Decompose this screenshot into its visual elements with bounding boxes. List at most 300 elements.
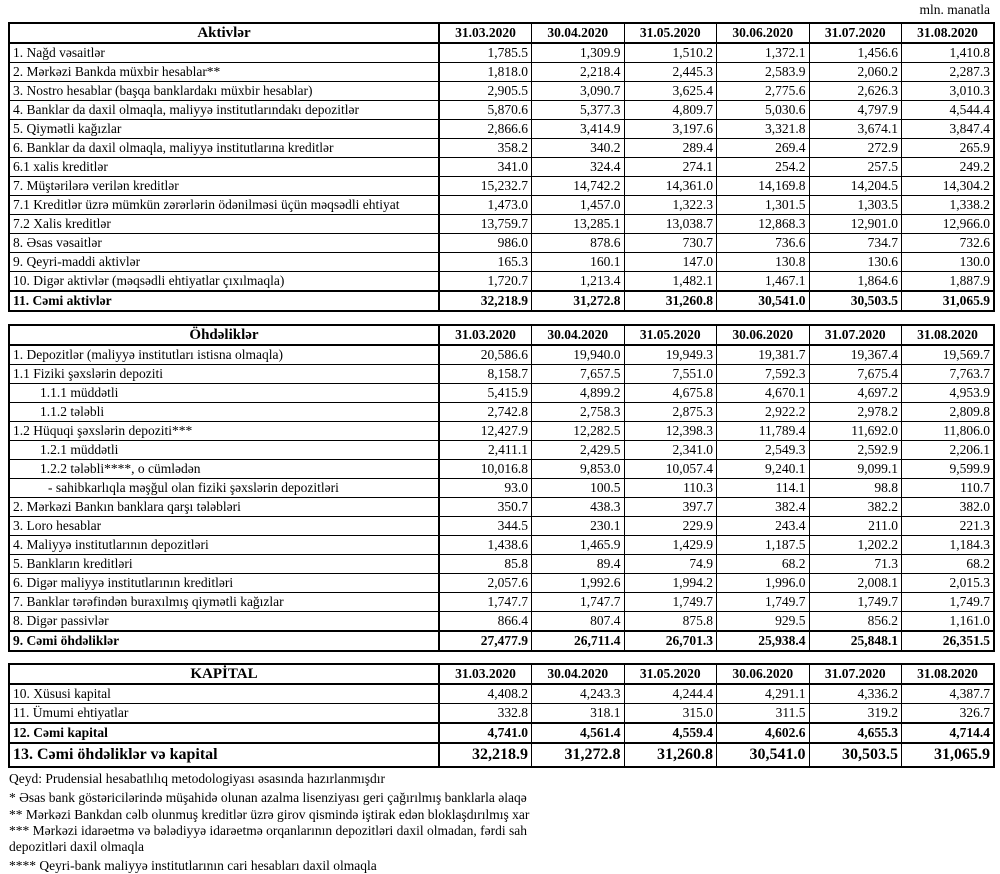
value-cell: 12,868.3: [717, 215, 810, 234]
value-cell: 31,260.8: [624, 291, 717, 311]
date-column-header: 30.04.2020: [532, 325, 625, 345]
row-label: 1.2.1 müddətli: [9, 441, 439, 460]
row-label: 11. Cəmi aktivlər: [9, 291, 439, 311]
table-row: [9, 345, 994, 365]
date-column-header: 31.08.2020: [902, 23, 995, 43]
date-column-header: 31.08.2020: [902, 325, 995, 345]
value-cell: 2,583.9: [717, 63, 810, 82]
value-cell: 243.4: [717, 517, 810, 536]
value-cell: 3,847.4: [902, 120, 995, 139]
value-cell: 8,158.7: [439, 365, 532, 384]
value-cell: 382.0: [902, 498, 995, 517]
value-cell: 2,626.3: [809, 82, 902, 101]
value-cell: 221.3: [902, 517, 995, 536]
value-cell: 130.6: [809, 253, 902, 272]
value-cell: 289.4: [624, 139, 717, 158]
table-row: [9, 215, 994, 234]
value-cell: 160.1: [532, 253, 625, 272]
value-cell: 1,749.7: [902, 593, 995, 612]
value-cell: 866.4: [439, 612, 532, 632]
value-cell: 1,429.9: [624, 536, 717, 555]
value-cell: 3,010.3: [902, 82, 995, 101]
table-row: [9, 743, 994, 767]
table-row: [9, 441, 994, 460]
value-cell: 1,482.1: [624, 272, 717, 292]
value-cell: 2,218.4: [532, 63, 625, 82]
value-cell: 2,057.6: [439, 574, 532, 593]
table-row: [9, 517, 994, 536]
value-cell: 878.6: [532, 234, 625, 253]
value-cell: 4,953.9: [902, 384, 995, 403]
value-cell: 26,351.5: [902, 631, 995, 651]
value-cell: 31,065.9: [902, 291, 995, 311]
date-column-header: 30.06.2020: [717, 23, 810, 43]
value-cell: 344.5: [439, 517, 532, 536]
table-row: [9, 158, 994, 177]
value-cell: 5,377.3: [532, 101, 625, 120]
row-label: 13. Cəmi öhdəliklər və kapital: [9, 743, 439, 767]
value-cell: 340.2: [532, 139, 625, 158]
value-cell: 9,853.0: [532, 460, 625, 479]
value-cell: 730.7: [624, 234, 717, 253]
value-cell: 3,321.8: [717, 120, 810, 139]
value-cell: 4,387.7: [902, 684, 995, 704]
footnote-line: depozitləri daxil olmaqla: [9, 839, 144, 854]
date-column-header: 31.07.2020: [809, 325, 902, 345]
value-cell: 5,030.6: [717, 101, 810, 120]
value-cell: 211.0: [809, 517, 902, 536]
footnote-line: * Əsas bank göstəricilərində müşahidə olunan azalma lisenziyası geri çağırılmış banklarla əlaqə: [9, 790, 527, 805]
value-cell: 1,322.3: [624, 196, 717, 215]
value-cell: 3,197.6: [624, 120, 717, 139]
value-cell: 4,408.2: [439, 684, 532, 704]
value-cell: 130.8: [717, 253, 810, 272]
value-cell: 74.9: [624, 555, 717, 574]
value-cell: 26,701.3: [624, 631, 717, 651]
value-cell: 7,657.5: [532, 365, 625, 384]
table-row: [9, 101, 994, 120]
value-cell: 1,309.9: [532, 43, 625, 63]
value-cell: 11,806.0: [902, 422, 995, 441]
row-label: 9. Qeyri-maddi aktivlər: [9, 253, 439, 272]
value-cell: 1,887.9: [902, 272, 995, 292]
value-cell: 1,994.2: [624, 574, 717, 593]
value-cell: 93.0: [439, 479, 532, 498]
value-cell: 1,456.6: [809, 43, 902, 63]
value-cell: 736.6: [717, 234, 810, 253]
row-label: 11. Ümumi ehtiyatlar: [9, 704, 439, 724]
row-label: 5. Qiymətli kağızlar: [9, 120, 439, 139]
value-cell: 4,559.4: [624, 723, 717, 743]
date-column-header: 31.05.2020: [624, 325, 717, 345]
value-cell: 254.2: [717, 158, 810, 177]
value-cell: 2,015.3: [902, 574, 995, 593]
value-cell: 326.7: [902, 704, 995, 724]
value-cell: 341.0: [439, 158, 532, 177]
value-cell: 2,008.1: [809, 574, 902, 593]
value-cell: 15,232.7: [439, 177, 532, 196]
liabilities-table: [8, 324, 995, 652]
row-label: 1. Depozitlər (maliyyə institutları istisna olmaqla): [9, 345, 439, 365]
header-row: [9, 23, 994, 43]
value-cell: 12,901.0: [809, 215, 902, 234]
value-cell: 1,457.0: [532, 196, 625, 215]
row-label: 1.1 Fiziki şəxslərin depoziti: [9, 365, 439, 384]
value-cell: 319.2: [809, 704, 902, 724]
value-cell: 31,272.8: [532, 291, 625, 311]
value-cell: 5,870.6: [439, 101, 532, 120]
value-cell: 12,282.5: [532, 422, 625, 441]
value-cell: 147.0: [624, 253, 717, 272]
value-cell: 85.8: [439, 555, 532, 574]
value-cell: 4,899.2: [532, 384, 625, 403]
row-label: 10. Xüsusi kapital: [9, 684, 439, 704]
row-label: 7. Müştərilərə verilən kreditlər: [9, 177, 439, 196]
value-cell: 1,747.7: [439, 593, 532, 612]
value-cell: 265.9: [902, 139, 995, 158]
value-cell: 26,711.4: [532, 631, 625, 651]
value-cell: 30,541.0: [717, 743, 810, 767]
value-cell: 9,240.1: [717, 460, 810, 479]
value-cell: 257.5: [809, 158, 902, 177]
value-cell: 14,742.2: [532, 177, 625, 196]
row-label: 1.2 Hüquqi şəxslərin depoziti***: [9, 422, 439, 441]
value-cell: 230.1: [532, 517, 625, 536]
value-cell: 19,940.0: [532, 345, 625, 365]
value-cell: 4,655.3: [809, 723, 902, 743]
value-cell: 7,551.0: [624, 365, 717, 384]
value-cell: 324.4: [532, 158, 625, 177]
value-cell: 19,569.7: [902, 345, 995, 365]
value-cell: 350.7: [439, 498, 532, 517]
value-cell: 12,398.3: [624, 422, 717, 441]
date-column-header: 31.07.2020: [809, 23, 902, 43]
row-label: 6.1 xalis kreditlər: [9, 158, 439, 177]
value-cell: 1,992.6: [532, 574, 625, 593]
value-cell: 2,592.9: [809, 441, 902, 460]
value-cell: 318.1: [532, 704, 625, 724]
table-row: [9, 612, 994, 632]
value-cell: 1,213.4: [532, 272, 625, 292]
date-column-header: 30.04.2020: [532, 23, 625, 43]
table-row: [9, 139, 994, 158]
value-cell: 7,675.4: [809, 365, 902, 384]
date-column-header: 31.03.2020: [439, 325, 532, 345]
row-label: 1.2.2 tələbli****, o cümlədən: [9, 460, 439, 479]
value-cell: 19,381.7: [717, 345, 810, 365]
table-row: [9, 498, 994, 517]
table-row: [9, 536, 994, 555]
value-cell: 4,336.2: [809, 684, 902, 704]
row-label: 3. Loro hesablar: [9, 517, 439, 536]
value-cell: 1,996.0: [717, 574, 810, 593]
value-cell: 10,057.4: [624, 460, 717, 479]
value-cell: 31,272.8: [532, 743, 625, 767]
value-cell: 114.1: [717, 479, 810, 498]
value-cell: 4,675.8: [624, 384, 717, 403]
value-cell: 1,749.7: [717, 593, 810, 612]
value-cell: 732.6: [902, 234, 995, 253]
value-cell: 30,541.0: [717, 291, 810, 311]
row-label: 7. Banklar tərəfindən buraxılmış qiymətli kağızlar: [9, 593, 439, 612]
row-label: 1. Nağd vəsaitlər: [9, 43, 439, 63]
value-cell: 1,818.0: [439, 63, 532, 82]
value-cell: 71.3: [809, 555, 902, 574]
value-cell: 4,544.4: [902, 101, 995, 120]
value-cell: 1,187.5: [717, 536, 810, 555]
value-cell: 30,503.5: [809, 743, 902, 767]
value-cell: 110.3: [624, 479, 717, 498]
value-cell: 32,218.9: [439, 291, 532, 311]
value-cell: 1,303.5: [809, 196, 902, 215]
value-cell: 2,866.6: [439, 120, 532, 139]
value-cell: 27,477.9: [439, 631, 532, 651]
value-cell: 20,586.6: [439, 345, 532, 365]
value-cell: 1,749.7: [624, 593, 717, 612]
section-title: KAPİTAL: [9, 664, 439, 684]
value-cell: 31,260.8: [624, 743, 717, 767]
date-column-header: 30.04.2020: [532, 664, 625, 684]
date-column-header: 31.03.2020: [439, 664, 532, 684]
row-label: 6. Banklar da daxil olmaqla, maliyyə institutlarına kreditlər: [9, 139, 439, 158]
section-title: Aktivlər: [9, 23, 439, 43]
value-cell: 1,301.5: [717, 196, 810, 215]
value-cell: 1,438.6: [439, 536, 532, 555]
row-label: 7.2 Xalis kreditlər: [9, 215, 439, 234]
value-cell: 734.7: [809, 234, 902, 253]
value-cell: 32,218.9: [439, 743, 532, 767]
value-cell: 2,809.8: [902, 403, 995, 422]
row-label: 1.1.1 müddətli: [9, 384, 439, 403]
value-cell: 382.2: [809, 498, 902, 517]
value-cell: 1,747.7: [532, 593, 625, 612]
date-column-header: 30.06.2020: [717, 664, 810, 684]
capital-table: [8, 663, 995, 768]
row-label: 8. Əsas vəsaitlər: [9, 234, 439, 253]
table-row: [9, 704, 994, 724]
value-cell: 25,848.1: [809, 631, 902, 651]
value-cell: 4,243.3: [532, 684, 625, 704]
value-cell: 98.8: [809, 479, 902, 498]
value-cell: 9,599.9: [902, 460, 995, 479]
value-cell: 1,785.5: [439, 43, 532, 63]
value-cell: 2,549.3: [717, 441, 810, 460]
value-cell: 4,670.1: [717, 384, 810, 403]
value-cell: 165.3: [439, 253, 532, 272]
row-label: 5. Bankların kreditləri: [9, 555, 439, 574]
value-cell: 31,065.9: [902, 743, 995, 767]
value-cell: 2,287.3: [902, 63, 995, 82]
table-row: [9, 631, 994, 651]
value-cell: 2,875.3: [624, 403, 717, 422]
value-cell: 3,674.1: [809, 120, 902, 139]
value-cell: 2,445.3: [624, 63, 717, 82]
value-cell: 7,592.3: [717, 365, 810, 384]
value-cell: 3,625.4: [624, 82, 717, 101]
value-cell: 315.0: [624, 704, 717, 724]
value-cell: 272.9: [809, 139, 902, 158]
table-row: [9, 365, 994, 384]
row-label: 3. Nostro hesablar (başqa banklardakı müxbir hesablar): [9, 82, 439, 101]
value-cell: 2,905.5: [439, 82, 532, 101]
table-row: [9, 82, 994, 101]
table-row: [9, 196, 994, 215]
table-row: [9, 723, 994, 743]
value-cell: 14,169.8: [717, 177, 810, 196]
date-column-header: 31.05.2020: [624, 23, 717, 43]
row-label: 4. Maliyyə institutlarının depozitləri: [9, 536, 439, 555]
value-cell: 13,759.7: [439, 215, 532, 234]
table-row: [9, 234, 994, 253]
value-cell: 100.5: [532, 479, 625, 498]
table-row: [9, 479, 994, 498]
value-cell: 14,204.5: [809, 177, 902, 196]
date-column-header: 30.06.2020: [717, 325, 810, 345]
value-cell: 9,099.1: [809, 460, 902, 479]
row-label: 6. Digər maliyyə institutlarının kreditləri: [9, 574, 439, 593]
value-cell: 1,184.3: [902, 536, 995, 555]
value-cell: 1,338.2: [902, 196, 995, 215]
value-cell: 1,465.9: [532, 536, 625, 555]
table-row: [9, 120, 994, 139]
value-cell: 986.0: [439, 234, 532, 253]
value-cell: 856.2: [809, 612, 902, 632]
row-label: 4. Banklar da daxil olmaqla, maliyyə institutlarındakı depozitlər: [9, 101, 439, 120]
value-cell: 1,467.1: [717, 272, 810, 292]
date-column-header: 31.03.2020: [439, 23, 532, 43]
value-cell: 1,749.7: [809, 593, 902, 612]
unit-label: mln. manatla: [919, 2, 990, 17]
value-cell: 1,510.2: [624, 43, 717, 63]
table-row: [9, 63, 994, 82]
table-row: [9, 272, 994, 292]
date-column-header: 31.08.2020: [902, 664, 995, 684]
value-cell: 19,367.4: [809, 345, 902, 365]
table-row: [9, 555, 994, 574]
value-cell: 929.5: [717, 612, 810, 632]
value-cell: 14,361.0: [624, 177, 717, 196]
value-cell: 110.7: [902, 479, 995, 498]
value-cell: 2,758.3: [532, 403, 625, 422]
value-cell: 4,561.4: [532, 723, 625, 743]
value-cell: 12,966.0: [902, 215, 995, 234]
value-cell: 1,372.1: [717, 43, 810, 63]
table-row: [9, 574, 994, 593]
table-row: [9, 253, 994, 272]
value-cell: 2,978.2: [809, 403, 902, 422]
value-cell: 875.8: [624, 612, 717, 632]
value-cell: 1,410.8: [902, 43, 995, 63]
value-cell: 30,503.5: [809, 291, 902, 311]
value-cell: 2,341.0: [624, 441, 717, 460]
row-label: - sahibkarlıqla məşğul olan fiziki şəxslərin depozitləri: [9, 479, 439, 498]
header-row: [9, 664, 994, 684]
value-cell: 1,161.0: [902, 612, 995, 632]
value-cell: 382.4: [717, 498, 810, 517]
footnote-line: ** Mərkəzi Bankdan cəlb olunmuş kreditlər üzrə girov qismində iştirak edən bloklaşdırılmış xar: [9, 807, 530, 822]
value-cell: 4,244.4: [624, 684, 717, 704]
value-cell: 10,016.8: [439, 460, 532, 479]
value-cell: 2,060.2: [809, 63, 902, 82]
value-cell: 4,602.6: [717, 723, 810, 743]
value-cell: 332.8: [439, 704, 532, 724]
table-row: [9, 684, 994, 704]
row-label: 7.1 Kreditlər üzrə mümkün zərərlərin ödənilməsi üçün məqsədli ehtiyat: [9, 196, 439, 215]
value-cell: 358.2: [439, 139, 532, 158]
value-cell: 11,692.0: [809, 422, 902, 441]
row-label: 2. Mərkəzi Bankın banklara qarşı tələbləri: [9, 498, 439, 517]
value-cell: 397.7: [624, 498, 717, 517]
value-cell: 13,285.1: [532, 215, 625, 234]
value-cell: 4,714.4: [902, 723, 995, 743]
table-row: [9, 422, 994, 441]
table-row: [9, 43, 994, 63]
value-cell: 4,809.7: [624, 101, 717, 120]
value-cell: 1,202.2: [809, 536, 902, 555]
value-cell: 4,291.1: [717, 684, 810, 704]
value-cell: 2,429.5: [532, 441, 625, 460]
value-cell: 2,206.1: [902, 441, 995, 460]
table-row: [9, 460, 994, 479]
value-cell: 269.4: [717, 139, 810, 158]
assets-table: [8, 22, 995, 312]
section-title: Öhdəliklər: [9, 325, 439, 345]
value-cell: 438.3: [532, 498, 625, 517]
table-row: [9, 384, 994, 403]
row-label: 12. Cəmi kapital: [9, 723, 439, 743]
value-cell: 274.1: [624, 158, 717, 177]
value-cell: 130.0: [902, 253, 995, 272]
value-cell: 311.5: [717, 704, 810, 724]
value-cell: 1,473.0: [439, 196, 532, 215]
table-row: [9, 403, 994, 422]
row-label: 10. Digər aktivlər (məqsədli ehtiyatlar çıxılmaqla): [9, 272, 439, 292]
value-cell: 14,304.2: [902, 177, 995, 196]
value-cell: 68.2: [902, 555, 995, 574]
date-column-header: 31.07.2020: [809, 664, 902, 684]
value-cell: 5,415.9: [439, 384, 532, 403]
value-cell: 3,414.9: [532, 120, 625, 139]
table-row: [9, 177, 994, 196]
row-label: 2. Mərkəzi Bankda müxbir hesablar**: [9, 63, 439, 82]
value-cell: 4,741.0: [439, 723, 532, 743]
value-cell: 2,922.2: [717, 403, 810, 422]
table-row: [9, 593, 994, 612]
value-cell: 4,797.9: [809, 101, 902, 120]
footnote-line: *** Mərkəzi idarəetmə və bələdiyyə idarəetmə orqanlarının depozitləri daxil olmadan, fərdi sah: [9, 823, 528, 838]
header-row: [9, 325, 994, 345]
value-cell: 11,789.4: [717, 422, 810, 441]
value-cell: 89.4: [532, 555, 625, 574]
table-row: [9, 291, 994, 311]
value-cell: 249.2: [902, 158, 995, 177]
footnote-line: **** Qeyri-bank maliyyə institutlarının cari hesabları daxil olmaqla: [9, 858, 377, 873]
row-label: 9. Cəmi öhdəliklər: [9, 631, 439, 651]
value-cell: 3,090.7: [532, 82, 625, 101]
footnote-line: Qeyd: Prudensial hesabatlılıq metodologiyası əsasında hazırlanmışdır: [9, 771, 386, 786]
value-cell: 7,763.7: [902, 365, 995, 384]
value-cell: 19,949.3: [624, 345, 717, 365]
value-cell: 2,411.1: [439, 441, 532, 460]
value-cell: 13,038.7: [624, 215, 717, 234]
row-label: 1.1.2 tələbli: [9, 403, 439, 422]
value-cell: 68.2: [717, 555, 810, 574]
date-column-header: 31.05.2020: [624, 664, 717, 684]
value-cell: 2,742.8: [439, 403, 532, 422]
row-label: 8. Digər passivlər: [9, 612, 439, 632]
value-cell: 25,938.4: [717, 631, 810, 651]
value-cell: 229.9: [624, 517, 717, 536]
